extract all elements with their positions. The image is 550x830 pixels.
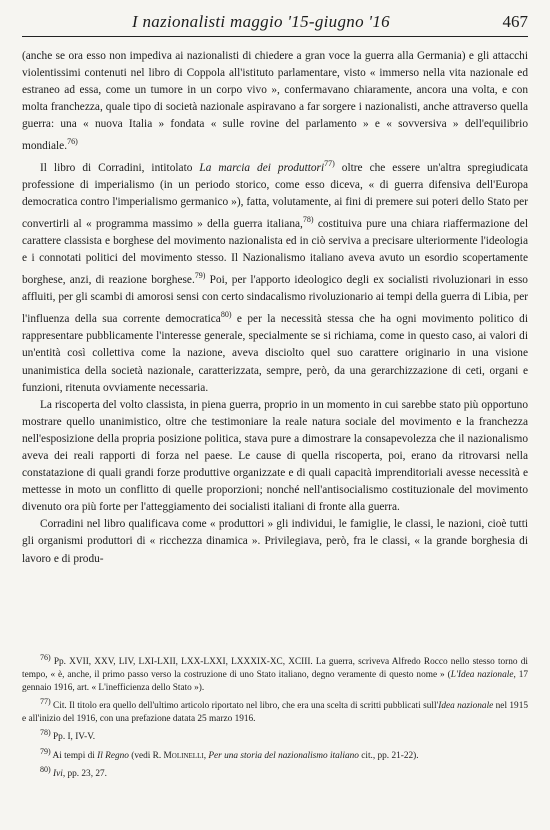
paragraph-2-text-d: Poi, per l'apporto ideologico degli ex socialisti rivoluzionari in esso affluiti, per gli scambi di amorosi sensi con certo sindacalismo rivoluzionario ai tempi della guerra di Libia, per l'influenza della sua corrente democratica <box>22 274 529 326</box>
footnote-text: Pp. I, IV-V. <box>50 732 96 743</box>
footnote-text-c: , <box>203 750 209 761</box>
footnote-text-end: nel 1915 e all'inizio del 1916, con una prefazione datata 25 marzo 1916. <box>22 701 528 725</box>
paragraph-2 <box>22 155 528 396</box>
footnote-text-a: Ai tempi di <box>50 750 98 761</box>
footnote-77 <box>22 695 528 726</box>
footnote-ref-77: 77) <box>324 159 335 169</box>
footnote-text-d: cit., pp. 21-22). <box>358 750 419 761</box>
footnote-text: Pp. XVII, XXV, LIV, LXI-LXII, LXX-LXXI, LXXXIX-XC, XCIII. La guerra, scriveva Alfredo Rocco nello stesso torno di tempo, « è, anche, il primo passo verso la costruzione di uno Stato italiano, degno veramente di questo nome » ( <box>22 657 528 681</box>
page-number: 467 <box>502 12 528 31</box>
footnote-italic-b: Per una storia del nazionalismo italiano <box>208 750 359 761</box>
paragraph-2-text-b: oltre che essere un'altra spregiudicata professione di imperialismo (in un periodo storico, come esso diceva, « di guerra difensiva dell'Europa democratica contro l'imperialismo germanico »), fatta, volutamente, ai fini di premere sui poteri dello Stato per convertirli al « programma massimo » della guerra italiana, <box>22 162 528 231</box>
footnote-text: , pp. 23, 27. <box>62 768 107 779</box>
footnote-italic-a: Il Regno <box>97 750 129 761</box>
paragraph-2-text-a: Il libro di Corradini, intitolato <box>40 162 200 175</box>
footnote-text-end: , 17 gennaio 1916, art. « L'inefficienza dello Stato »). <box>22 670 528 694</box>
body-text <box>22 48 528 568</box>
running-title: I nazionalisti maggio '15-giugno '16 <box>132 12 390 31</box>
footnote-80 <box>22 763 528 781</box>
footnote-italic: L'Idea nazionale <box>450 670 514 681</box>
book-title: La marcia dei produttori <box>199 162 325 175</box>
footnote-marker: 78) <box>40 728 51 738</box>
footnote-76 <box>22 651 528 695</box>
running-header <box>22 10 528 37</box>
footnotes <box>22 651 528 781</box>
paragraph-1-text: (anche se ora esso non impediva ai nazionalisti di chiedere a gran voce la guerra alla Germania) e gli attacchi violentissimi contenuti nel libro di Coppola all'istituto parlamentare, visto « immerso nella vita nazionale ed estraneo ad essa, come un tumore in un corpo vivo », confermavano chiaramente, ancora una volta, e con molta franchezza, quale tipo di società nazionale aspiravano a far sorgere i nazionalisti, anche attraverso quella guerra: una « nuova Italia » fondata « sulle rovine del parlamento » e « sovversiva » dell'equilibrio mondiale. <box>22 50 528 153</box>
footnote-79 <box>22 745 528 763</box>
footnote-italic: Idea nazionale <box>438 701 494 712</box>
paragraph-4: Corradini nel libro qualificava come « produttori » gli individui, le famiglie, le classi, le nazioni, cioè tutti gli organismi produttori di « ricchezza dinamica ». Privilegiava, però, fra le classi, « la grande borghesia di lavoro e di produ- <box>22 518 528 565</box>
footnote-text: Cit. Il titolo era quello dell'ultimo articolo riportato nel libro, che era una scelta di scritti pubblicati sull' <box>50 701 439 712</box>
footnote-marker: 77) <box>40 697 51 707</box>
footnote-ref-80: 80) <box>220 310 232 320</box>
footnote-78 <box>22 726 528 744</box>
paragraph-2-text-e: e per la necessità stessa che ha ogni movimento politico di rappresentare pubblicamente l'interesse generale, specialmente se si richiama, come in questo caso, ai valori di un'entità così collettiva come la nazione, aveva disciolto quel suo carattere originario in una visione unanimistica della società nazionale, caratterizzata, sempre, però, da una gerarchizzazione di ceti, organi e funzioni, ritenuta ovviamente necessaria. <box>22 313 528 394</box>
footnote-italic: Ivi <box>53 768 63 779</box>
footnote-ref-79: 79) <box>194 271 206 281</box>
footnote-ref-78: 78) <box>302 215 314 225</box>
paragraph-2-text-c: costituiva pure una chiara riaffermazione del carattere classista e borghese del movimento nazionalista ed in ciò serviva a precisare ulteriormente l'ideologia e i connotati politici del movimento stesso. Il Nazionalismo italiano aveva avuto un esordio scopertamente borghese, anzi, di reazione borghese. <box>22 218 528 287</box>
paragraph-3: La riscoperta del volto classista, in piena guerra, proprio in un momento in cui sarebbe stato più opportuno mostrare quello unanimistico, oltre che testimoniare la reale natura sociale del movimento e la franchezza nell'esposizione della propria posizione politica, stava pure a dimostrare la consapevolezza che il nazionalismo aveva dei reali rapporti di forza nel paese. Le cause di quella riscoperta, poi, erano da ritrovarsi nella constatazione di quali grandi forze produttive organizzate e di quali capacità imprenditoriali avesse necessità e mettesse in moto un conflitto di quelle proporzioni; nonché nell'antisocialismo costituzionale del movimento divenuto ora più forte per l'atteggiamento dei socialisti italiani di fronte alla guerra. <box>22 398 528 514</box>
footnote-marker: 76) <box>40 653 51 662</box>
footnote-text-b: (vedi R. <box>128 750 164 761</box>
paragraph-1 <box>22 48 528 155</box>
footnote-author: Molinelli <box>163 750 204 761</box>
footnote-ref-76: 76) <box>67 137 78 147</box>
footnote-marker: 80) <box>40 764 51 774</box>
footnote-marker: 79) <box>40 746 51 756</box>
